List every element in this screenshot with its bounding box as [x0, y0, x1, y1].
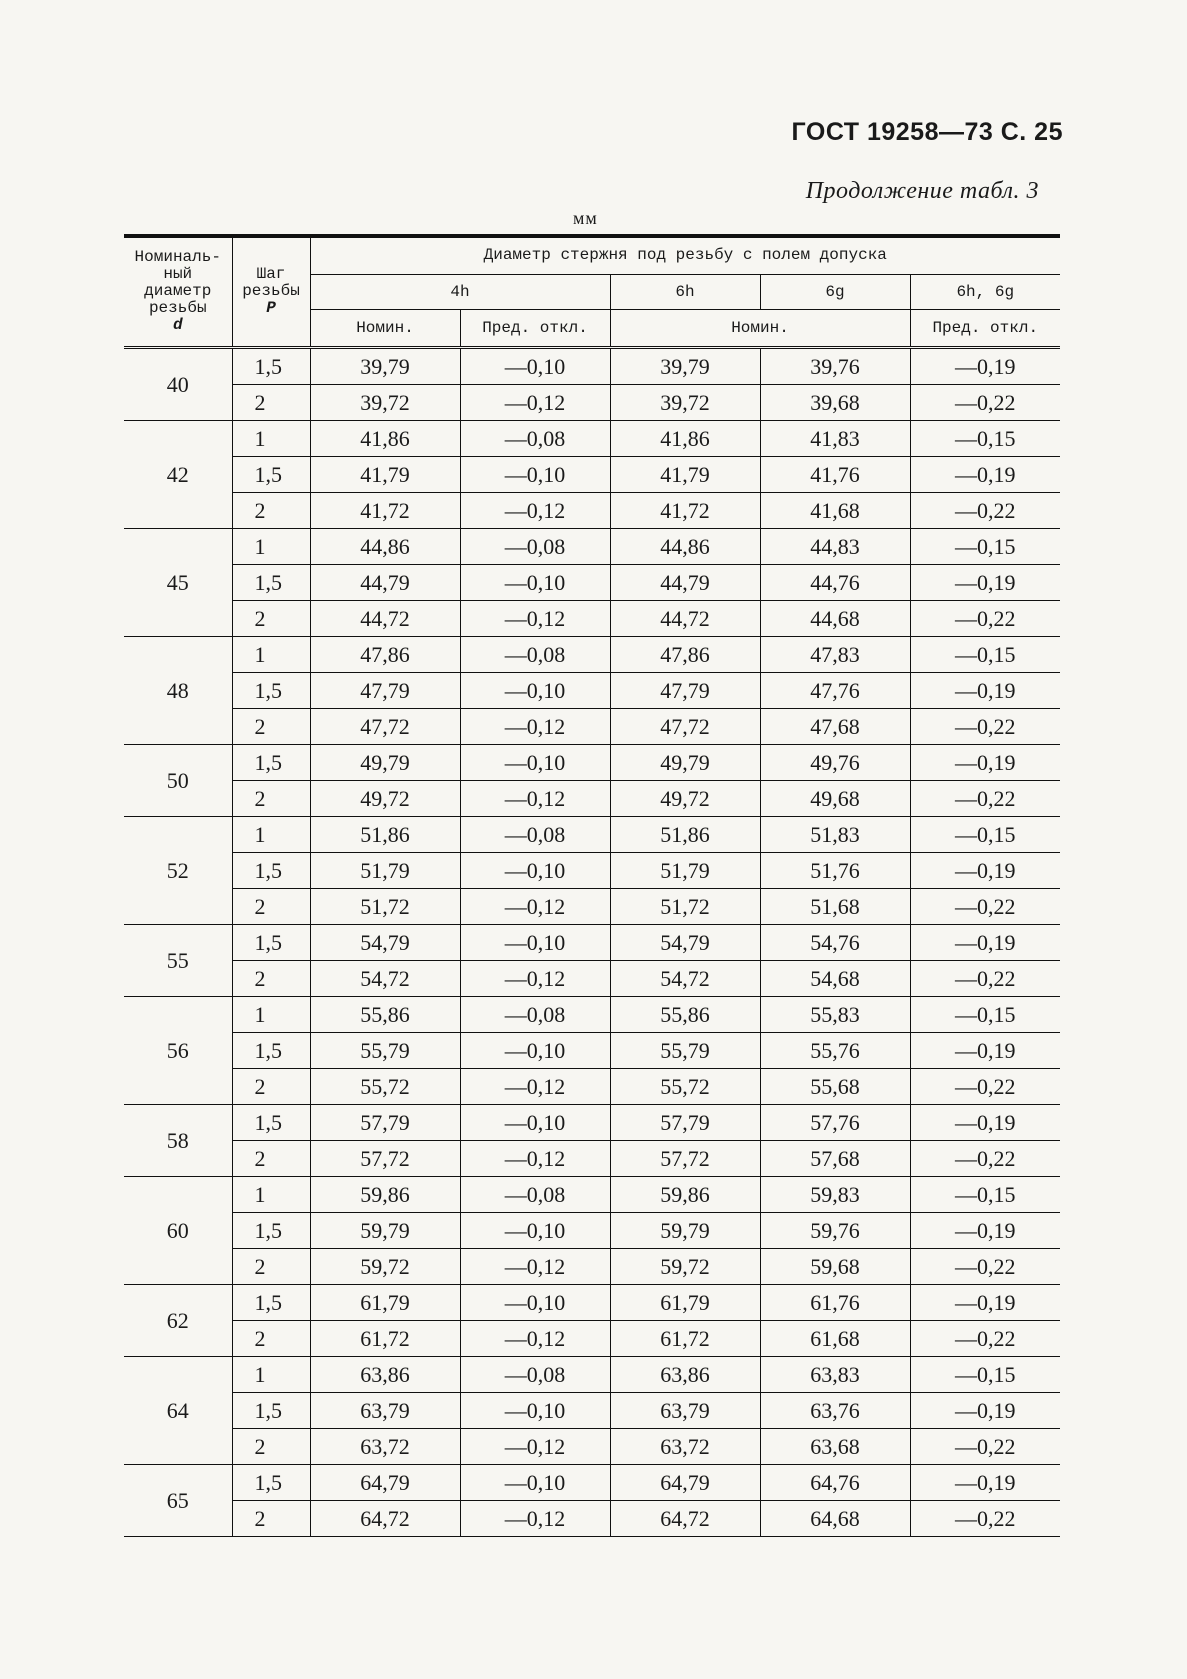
pitch-cell: 1,5	[232, 925, 310, 961]
deviation-6h-6g-cell: —0,22	[910, 1321, 1060, 1357]
table-row	[124, 421, 1060, 457]
deviation-6h-6g-cell: —0,15	[910, 997, 1060, 1033]
nominal-4h-cell: 44,72	[310, 601, 460, 637]
nominal-6g-cell: 39,68	[760, 385, 910, 421]
nominal-6h-cell: 49,72	[610, 781, 760, 817]
deviation-4h-cell: —0,10	[460, 1393, 610, 1429]
deviation-6h-6g-cell: —0,19	[910, 1105, 1060, 1141]
header-tolerance-6g: 6g	[760, 275, 910, 310]
nominal-6g-cell: 63,68	[760, 1429, 910, 1465]
nominal-4h-cell: 64,72	[310, 1501, 460, 1537]
deviation-4h-cell: —0,08	[460, 817, 610, 853]
deviation-4h-cell: —0,12	[460, 709, 610, 745]
nominal-4h-cell: 64,79	[310, 1465, 460, 1501]
deviation-4h-cell: —0,08	[460, 997, 610, 1033]
pitch-cell: 2	[232, 889, 310, 925]
deviation-6h-6g-cell: —0,19	[910, 348, 1060, 385]
pitch-cell: 1,5	[232, 1213, 310, 1249]
table-row	[124, 1429, 1060, 1465]
nominal-6h-cell: 54,79	[610, 925, 760, 961]
table-row	[124, 1213, 1060, 1249]
deviation-6h-6g-cell: —0,15	[910, 421, 1060, 457]
deviation-4h-cell: —0,12	[460, 1249, 610, 1285]
pitch-cell: 1,5	[232, 1393, 310, 1429]
nominal-6g-cell: 51,83	[760, 817, 910, 853]
table-row	[124, 565, 1060, 601]
deviation-4h-cell: —0,10	[460, 1213, 610, 1249]
deviation-4h-cell: —0,10	[460, 1465, 610, 1501]
nominal-6g-cell: 57,76	[760, 1105, 910, 1141]
deviation-4h-cell: —0,10	[460, 565, 610, 601]
deviation-4h-cell: —0,08	[460, 1177, 610, 1213]
nominal-4h-cell: 39,79	[310, 348, 460, 385]
table-body	[124, 348, 1060, 1537]
deviation-4h-cell: —0,10	[460, 853, 610, 889]
table-row	[124, 385, 1060, 421]
table-continuation-caption: Продолжение табл. 3	[805, 178, 1039, 204]
pitch-cell: 1	[232, 637, 310, 673]
pitch-cell: 1,5	[232, 745, 310, 781]
nominal-diameter-cell: 64	[124, 1357, 232, 1465]
nominal-6h-cell: 57,72	[610, 1141, 760, 1177]
table-row	[124, 781, 1060, 817]
deviation-4h-cell: —0,08	[460, 637, 610, 673]
table-row	[124, 853, 1060, 889]
table-row	[124, 1357, 1060, 1393]
nominal-diameter-cell: 65	[124, 1465, 232, 1537]
deviation-6h-6g-cell: —0,15	[910, 1177, 1060, 1213]
nominal-4h-cell: 59,86	[310, 1177, 460, 1213]
deviation-6h-6g-cell: —0,22	[910, 601, 1060, 637]
deviation-6h-6g-cell: —0,22	[910, 493, 1060, 529]
pitch-cell: 1,5	[232, 1105, 310, 1141]
deviation-6h-6g-cell: —0,19	[910, 1465, 1060, 1501]
deviation-4h-cell: —0,08	[460, 421, 610, 457]
nominal-6g-cell: 44,68	[760, 601, 910, 637]
deviation-4h-cell: —0,12	[460, 1141, 610, 1177]
nominal-6g-cell: 63,83	[760, 1357, 910, 1393]
pitch-cell: 2	[232, 961, 310, 997]
nominal-6h-cell: 51,86	[610, 817, 760, 853]
pitch-cell: 1,5	[232, 673, 310, 709]
deviation-6h-6g-cell: —0,22	[910, 961, 1060, 997]
pitch-cell: 2	[232, 601, 310, 637]
table-row	[124, 745, 1060, 781]
nominal-6h-cell: 63,72	[610, 1429, 760, 1465]
table-row	[124, 1105, 1060, 1141]
deviation-6h-6g-cell: —0,19	[910, 1213, 1060, 1249]
table-row	[124, 817, 1060, 853]
header-4h-nominal: Номин.	[310, 310, 460, 348]
deviation-6h-6g-cell: —0,19	[910, 1285, 1060, 1321]
nominal-6h-cell: 59,72	[610, 1249, 760, 1285]
nominal-4h-cell: 63,72	[310, 1429, 460, 1465]
nominal-6g-cell: 41,83	[760, 421, 910, 457]
table-row	[124, 1393, 1060, 1429]
table-row	[124, 1321, 1060, 1357]
deviation-6h-6g-cell: —0,19	[910, 565, 1060, 601]
nominal-6h-cell: 51,79	[610, 853, 760, 889]
header-6h-6g-deviation: Пред. откл.	[910, 310, 1060, 348]
table-row	[124, 997, 1060, 1033]
nominal-diameter-cell: 52	[124, 817, 232, 925]
nominal-6h-cell: 61,72	[610, 1321, 760, 1357]
nominal-6h-cell: 41,72	[610, 493, 760, 529]
nominal-6h-cell: 51,72	[610, 889, 760, 925]
deviation-4h-cell: —0,12	[460, 781, 610, 817]
deviation-6h-6g-cell: —0,19	[910, 1033, 1060, 1069]
nominal-6h-cell: 63,79	[610, 1393, 760, 1429]
deviation-4h-cell: —0,10	[460, 1105, 610, 1141]
nominal-6h-cell: 41,79	[610, 457, 760, 493]
nominal-diameter-cell: 62	[124, 1285, 232, 1357]
nominal-4h-cell: 54,72	[310, 961, 460, 997]
nominal-4h-cell: 51,79	[310, 853, 460, 889]
table-row	[124, 673, 1060, 709]
pitch-cell: 1,5	[232, 1033, 310, 1069]
nominal-6g-cell: 55,76	[760, 1033, 910, 1069]
pitch-cell: 1	[232, 1177, 310, 1213]
header-nominal-diameter: Номиналь- ный диаметр резьбы d	[124, 236, 232, 348]
deviation-6h-6g-cell: —0,22	[910, 1069, 1060, 1105]
nominal-6g-cell: 39,76	[760, 348, 910, 385]
table-row	[124, 709, 1060, 745]
deviation-6h-6g-cell: —0,19	[910, 1393, 1060, 1429]
deviation-6h-6g-cell: —0,22	[910, 1141, 1060, 1177]
nominal-4h-cell: 59,79	[310, 1213, 460, 1249]
deviation-4h-cell: —0,12	[460, 493, 610, 529]
nominal-6g-cell: 51,76	[760, 853, 910, 889]
nominal-6h-cell: 44,86	[610, 529, 760, 565]
nominal-6h-cell: 44,72	[610, 601, 760, 637]
deviation-6h-6g-cell: —0,22	[910, 781, 1060, 817]
deviation-6h-6g-cell: —0,22	[910, 385, 1060, 421]
nominal-6h-cell: 57,79	[610, 1105, 760, 1141]
table-row	[124, 1465, 1060, 1501]
deviation-6h-6g-cell: —0,19	[910, 457, 1060, 493]
deviation-4h-cell: —0,08	[460, 1357, 610, 1393]
pitch-cell: 2	[232, 1249, 310, 1285]
header-tolerance-6h: 6h	[610, 275, 760, 310]
pitch-cell: 2	[232, 1501, 310, 1537]
table-row	[124, 1285, 1060, 1321]
pitch-cell: 1,5	[232, 565, 310, 601]
page-header: ГОСТ 19258—73 С. 25	[791, 118, 1063, 146]
nominal-4h-cell: 49,72	[310, 781, 460, 817]
pitch-cell: 2	[232, 385, 310, 421]
nominal-6g-cell: 57,68	[760, 1141, 910, 1177]
thread-diameter-table-wrapper	[124, 236, 1060, 1537]
nominal-6h-cell: 59,79	[610, 1213, 760, 1249]
deviation-4h-cell: —0,12	[460, 601, 610, 637]
nominal-4h-cell: 61,72	[310, 1321, 460, 1357]
deviation-4h-cell: —0,12	[460, 1069, 610, 1105]
nominal-4h-cell: 54,79	[310, 925, 460, 961]
nominal-4h-cell: 49,79	[310, 745, 460, 781]
nominal-6g-cell: 54,68	[760, 961, 910, 997]
pitch-cell: 1	[232, 421, 310, 457]
nominal-6g-cell: 41,68	[760, 493, 910, 529]
nominal-diameter-cell: 40	[124, 348, 232, 421]
pitch-cell: 2	[232, 1321, 310, 1357]
deviation-4h-cell: —0,10	[460, 1033, 610, 1069]
deviation-4h-cell: —0,12	[460, 1501, 610, 1537]
nominal-6h-cell: 47,79	[610, 673, 760, 709]
deviation-4h-cell: —0,12	[460, 961, 610, 997]
nominal-6g-cell: 64,76	[760, 1465, 910, 1501]
nominal-diameter-cell: 56	[124, 997, 232, 1105]
nominal-6g-cell: 47,68	[760, 709, 910, 745]
deviation-4h-cell: —0,10	[460, 745, 610, 781]
deviation-4h-cell: —0,10	[460, 1285, 610, 1321]
pitch-cell: 2	[232, 1429, 310, 1465]
nominal-6h-cell: 55,86	[610, 997, 760, 1033]
nominal-6g-cell: 49,76	[760, 745, 910, 781]
nominal-6g-cell: 59,68	[760, 1249, 910, 1285]
deviation-4h-cell: —0,08	[460, 529, 610, 565]
nominal-diameter-cell: 42	[124, 421, 232, 529]
header-thread-pitch: Шаг резьбы P	[232, 236, 310, 348]
nominal-4h-cell: 63,86	[310, 1357, 460, 1393]
nominal-6g-cell: 51,68	[760, 889, 910, 925]
table-row	[124, 1501, 1060, 1537]
header-tolerance-4h: 4h	[310, 275, 610, 310]
deviation-6h-6g-cell: —0,22	[910, 709, 1060, 745]
header-group-title: Диаметр стержня под резьбу с полем допуска	[310, 236, 1060, 275]
pitch-cell: 2	[232, 493, 310, 529]
nominal-diameter-cell: 48	[124, 637, 232, 745]
header-tolerance-6h-6g: 6h, 6g	[910, 275, 1060, 310]
table-row	[124, 457, 1060, 493]
nominal-4h-cell: 61,79	[310, 1285, 460, 1321]
table-row	[124, 1033, 1060, 1069]
nominal-6g-cell: 47,76	[760, 673, 910, 709]
pitch-cell: 1	[232, 1357, 310, 1393]
nominal-4h-cell: 39,72	[310, 385, 460, 421]
pitch-cell: 1,5	[232, 348, 310, 385]
pitch-cell: 1,5	[232, 853, 310, 889]
nominal-4h-cell: 41,72	[310, 493, 460, 529]
thread-diameter-table	[124, 236, 1060, 1537]
nominal-6g-cell: 61,68	[760, 1321, 910, 1357]
nominal-4h-cell: 55,86	[310, 997, 460, 1033]
deviation-6h-6g-cell: —0,22	[910, 1429, 1060, 1465]
nominal-6h-cell: 64,79	[610, 1465, 760, 1501]
table-row	[124, 961, 1060, 997]
pitch-cell: 2	[232, 781, 310, 817]
nominal-6h-cell: 64,72	[610, 1501, 760, 1537]
nominal-6g-cell: 54,76	[760, 925, 910, 961]
unit-label: мм	[573, 208, 598, 228]
nominal-6h-cell: 54,72	[610, 961, 760, 997]
deviation-6h-6g-cell: —0,19	[910, 673, 1060, 709]
nominal-6g-cell: 59,76	[760, 1213, 910, 1249]
deviation-4h-cell: —0,10	[460, 673, 610, 709]
nominal-4h-cell: 41,79	[310, 457, 460, 493]
nominal-6g-cell: 49,68	[760, 781, 910, 817]
nominal-4h-cell: 47,86	[310, 637, 460, 673]
pitch-cell: 1,5	[232, 1465, 310, 1501]
header-4h-deviation: Пред. откл.	[460, 310, 610, 348]
deviation-6h-6g-cell: —0,19	[910, 853, 1060, 889]
nominal-6h-cell: 63,86	[610, 1357, 760, 1393]
deviation-6h-6g-cell: —0,15	[910, 817, 1060, 853]
deviation-6h-6g-cell: —0,19	[910, 925, 1060, 961]
nominal-6h-cell: 61,79	[610, 1285, 760, 1321]
nominal-6g-cell: 41,76	[760, 457, 910, 493]
deviation-6h-6g-cell: —0,22	[910, 1501, 1060, 1537]
table-row	[124, 493, 1060, 529]
table-row	[124, 1141, 1060, 1177]
nominal-4h-cell: 51,86	[310, 817, 460, 853]
nominal-diameter-cell: 60	[124, 1177, 232, 1285]
pitch-cell: 1,5	[232, 457, 310, 493]
nominal-6h-cell: 55,79	[610, 1033, 760, 1069]
header-6h-6g-nominal: Номин.	[610, 310, 910, 348]
nominal-diameter-cell: 58	[124, 1105, 232, 1177]
deviation-6h-6g-cell: —0,22	[910, 1249, 1060, 1285]
deviation-4h-cell: —0,10	[460, 925, 610, 961]
nominal-6h-cell: 59,86	[610, 1177, 760, 1213]
nominal-6h-cell: 49,79	[610, 745, 760, 781]
deviation-6h-6g-cell: —0,15	[910, 637, 1060, 673]
nominal-4h-cell: 55,79	[310, 1033, 460, 1069]
nominal-4h-cell: 59,72	[310, 1249, 460, 1285]
pitch-cell: 1,5	[232, 1285, 310, 1321]
deviation-4h-cell: —0,10	[460, 348, 610, 385]
pitch-cell: 2	[232, 1069, 310, 1105]
nominal-diameter-cell: 55	[124, 925, 232, 997]
nominal-4h-cell: 47,79	[310, 673, 460, 709]
table-row	[124, 348, 1060, 385]
deviation-6h-6g-cell: —0,15	[910, 529, 1060, 565]
nominal-6g-cell: 55,83	[760, 997, 910, 1033]
deviation-4h-cell: —0,12	[460, 889, 610, 925]
nominal-6h-cell: 47,86	[610, 637, 760, 673]
deviation-6h-6g-cell: —0,22	[910, 889, 1060, 925]
table-row	[124, 1249, 1060, 1285]
pitch-cell: 1	[232, 817, 310, 853]
nominal-6h-cell: 39,79	[610, 348, 760, 385]
nominal-6g-cell: 47,83	[760, 637, 910, 673]
pitch-cell: 1	[232, 529, 310, 565]
nominal-6h-cell: 39,72	[610, 385, 760, 421]
deviation-6h-6g-cell: —0,15	[910, 1357, 1060, 1393]
deviation-4h-cell: —0,12	[460, 1429, 610, 1465]
table-row	[124, 1069, 1060, 1105]
nominal-6h-cell: 55,72	[610, 1069, 760, 1105]
nominal-4h-cell: 44,86	[310, 529, 460, 565]
deviation-4h-cell: —0,12	[460, 385, 610, 421]
nominal-4h-cell: 51,72	[310, 889, 460, 925]
nominal-6h-cell: 44,79	[610, 565, 760, 601]
table-row	[124, 637, 1060, 673]
nominal-4h-cell: 63,79	[310, 1393, 460, 1429]
table-row	[124, 529, 1060, 565]
nominal-4h-cell: 55,72	[310, 1069, 460, 1105]
nominal-6h-cell: 41,86	[610, 421, 760, 457]
nominal-4h-cell: 57,72	[310, 1141, 460, 1177]
nominal-6g-cell: 64,68	[760, 1501, 910, 1537]
nominal-diameter-cell: 45	[124, 529, 232, 637]
nominal-6g-cell: 61,76	[760, 1285, 910, 1321]
deviation-4h-cell: —0,10	[460, 457, 610, 493]
pitch-cell: 2	[232, 1141, 310, 1177]
nominal-6g-cell: 44,76	[760, 565, 910, 601]
nominal-6h-cell: 47,72	[610, 709, 760, 745]
table-row	[124, 889, 1060, 925]
nominal-6g-cell: 55,68	[760, 1069, 910, 1105]
table-row	[124, 601, 1060, 637]
pitch-cell: 1	[232, 997, 310, 1033]
table-row	[124, 925, 1060, 961]
nominal-6g-cell: 44,83	[760, 529, 910, 565]
nominal-4h-cell: 57,79	[310, 1105, 460, 1141]
nominal-6g-cell: 59,83	[760, 1177, 910, 1213]
nominal-4h-cell: 41,86	[310, 421, 460, 457]
nominal-6g-cell: 63,76	[760, 1393, 910, 1429]
deviation-4h-cell: —0,12	[460, 1321, 610, 1357]
nominal-4h-cell: 47,72	[310, 709, 460, 745]
nominal-4h-cell: 44,79	[310, 565, 460, 601]
deviation-6h-6g-cell: —0,19	[910, 745, 1060, 781]
nominal-diameter-cell: 50	[124, 745, 232, 817]
table-row	[124, 1177, 1060, 1213]
pitch-cell: 2	[232, 709, 310, 745]
